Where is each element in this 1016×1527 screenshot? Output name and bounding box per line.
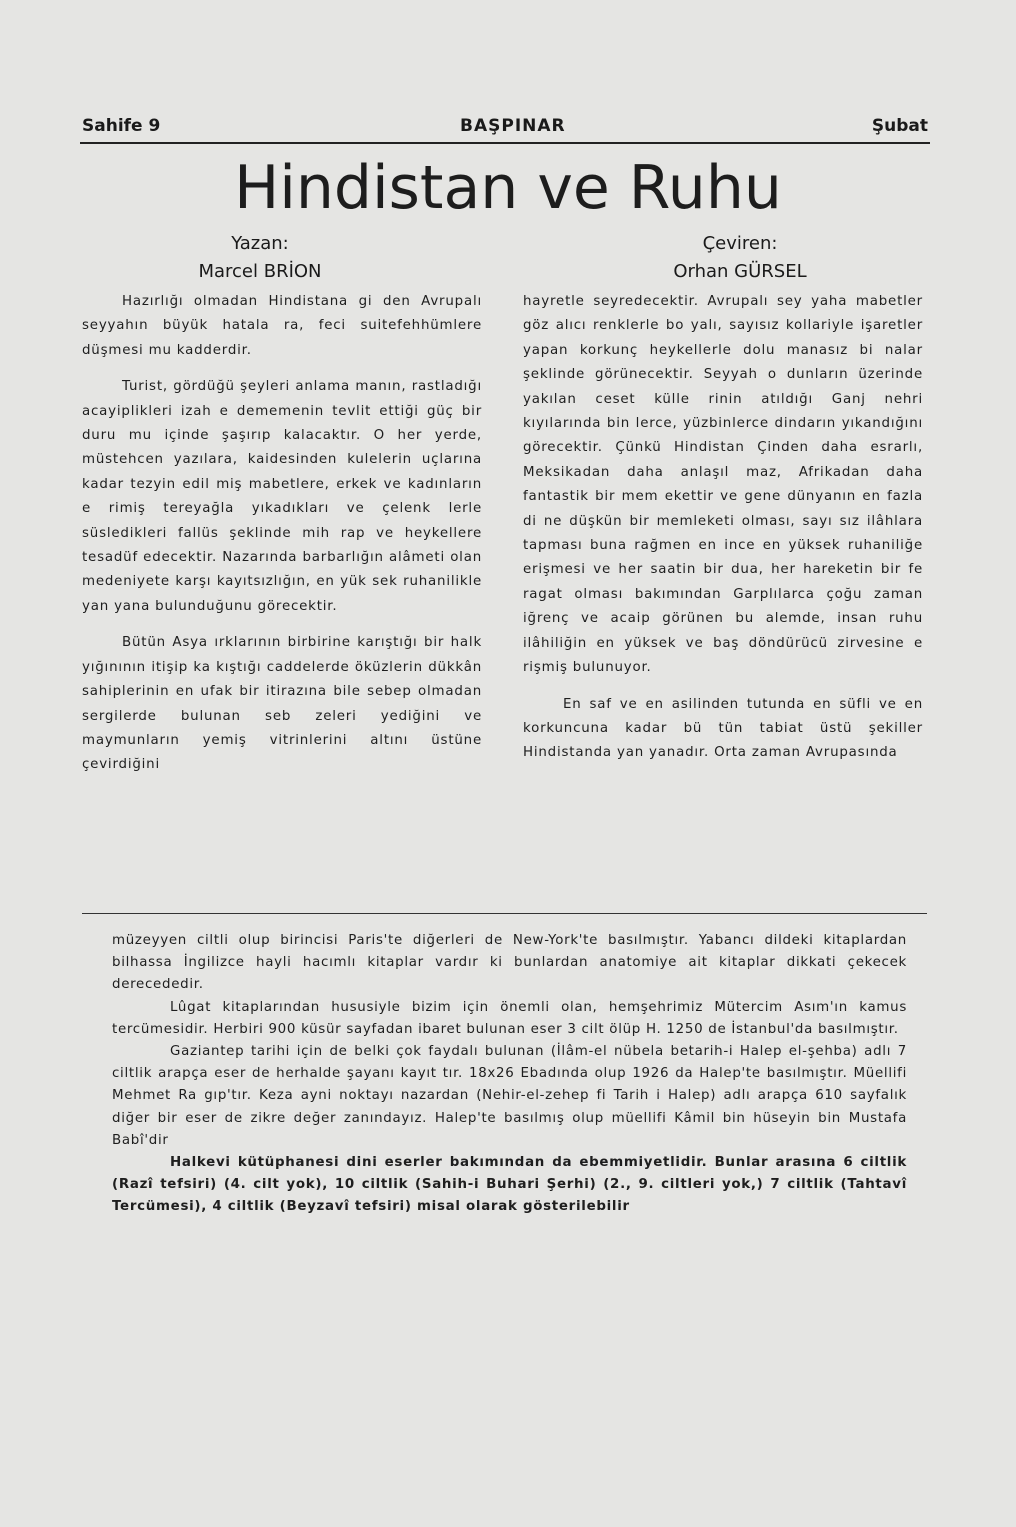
article-title: Hindistan ve Ruhu bbox=[234, 153, 782, 223]
paragraph: Turist, gördüğü şeyleri anlama manın, rastladığı acayiplikleri izah e dememenin tevlit ettiği güç bir duru mu içinde şaşırıp kalacaktır. O her yerde, müstehcen yazılara, kaidesinden kulelerin uçlarına kadar tezyin edil miş mabetlere, erkek ve kadınların e rimiş tereyağla yıkadıkları ve çelenk lerle süsledikleri fallüs şeklinde mih rap ve heykellere tesadüf edecektir. Nazarında barbarlığın alâmeti olan medeniyete karşı kayıtsızlığın, en yük sek ruhanilikle yan yana bulunduğunu görecektir. bbox=[82, 379, 482, 614]
page-number: Sahife 9 bbox=[82, 116, 161, 136]
page-header bbox=[80, 112, 930, 144]
translator-byline bbox=[620, 230, 860, 286]
paragraph: Gaziantep tarihi için de belki çok faydalı bulunan (İlâm-el nübela betarih-i Halep el-şehba) adlı 7 ciltlik arapça eser de herhalde şayanı kayıt tır. 18x26 Ebadında olup 1926 da Halep'te basılmıştır. Müellifi Mehmet Ra gıp'tır. Keza ayni noktayı nazardan (Nehir-el-zehep fi Tarih i Halep) adlı arapça 610 sayfalık diğer bir eser de zikre değer zanındayız. Halep'te basılmış olup müellifi Kâmil bin hüseyin bin Mustafa Babî'dir bbox=[112, 1044, 907, 1148]
continued-article bbox=[112, 930, 907, 1219]
issue-month: Şubat bbox=[871, 116, 928, 136]
author-label: Yazan: bbox=[231, 233, 289, 254]
left-column bbox=[82, 290, 482, 790]
paragraph: hayretle seyredecektir. Avrupalı sey yaha mabetler göz alıcı renklerle bo yalı, sayısız kollariyle işaretler yapan korkunç heykellerle dolu manasız bi nalar şeklinde görünecektir. Seyyah o dunların üzerinde yakılan ceset külle rinin atıldığı Ganj nehri kıyılarında bin lerce, yüzbinlerce dindarın yıkandığını görecektir. Çünkü Hindistan Çinden daha esrarlı, Meksikadan daha anlaşıl maz, Afrikadan daha fantastik bir mem ekettir ve gene dünyanın en fazla di ne düşkün bir memleketi olması, sayı sız ilâhlara tapması buna rağmen en ince en yüksek ruhaniliğe erişmesi ve her saatin bir dua, her hareketin bir fe ragat olması bakımından Garplılarca çoğu zaman iğrenç ve acaip görünen bu alemde, insan ruhu ilâhiliğin en yüksek ve baş döndürücü zirvesine e rişmiş bulunuyor. bbox=[523, 294, 923, 676]
paragraph: En saf ve en asilinden tutunda en süfli ve en korkuncuna kadar bü tün tabiat üstü şekiller Hindistanda yan yanadır. Orta zaman Avrupasında bbox=[523, 696, 923, 761]
translator-label: Çeviren: bbox=[702, 233, 778, 254]
paragraph: Bütün Asya ırklarının birbirine karıştığı bir halk yığınının itişip ka kıştığı caddelerde öküzlerin dükkân sahiplerinin en ufak bir itirazına bile sebep olmadan sergilerde bulunan seb zeleri yediğini ve maymunların yemiş vitrinlerini altını üstüne çevirdiğini bbox=[82, 635, 482, 773]
translator-name: Orhan GÜRSEL bbox=[673, 261, 807, 282]
paragraph: Halkevi kütüphanesi dini eserler bakımından da ebemmiyetlidir. Bunlar arasına 6 ciltlik (Razî tefsiri) (4. cilt yok), 10 ciltlik (Sahih-i Buhari Şerhi) (2., 9. ciltleri yok,) 7 ciltlik (Tahtavî Tercümesi), 4 ciltlik (Beyzavî tefsiri) misal olarak gösterilebilir bbox=[112, 1155, 907, 1215]
publication-name: BAŞPINAR bbox=[460, 116, 566, 136]
right-column bbox=[523, 290, 923, 778]
paragraph: Lûgat kitaplarından hususiyle bizim için önemli olan, hemşehrimiz Mütercim Asım'ın kamus tercümesidir. Herbiri 900 küsür sayfadan ibaret bulunan eser 3 cilt ölüp H. 1250 de İstanbul'da basılmıştır. bbox=[112, 999, 907, 1037]
author-byline bbox=[130, 230, 390, 286]
paragraph: müzeyyen ciltli olup birincisi Paris'te diğerleri de New-York'te basılmıştır. Yabancı dildeki kitaplardan bilhassa İngilizce hayli hacımlı kitaplar vardır ki bunlardan anatomiye ait kitaplar dikkati çekecek derecededir. bbox=[112, 933, 907, 993]
section-divider bbox=[82, 913, 927, 914]
paragraph: Hazırlığı olmadan Hindistana gi den Avrupalı seyyahın büyük hatala ra, feci suitefehhümlere düşmesi mu kadderdir. bbox=[82, 294, 482, 358]
author-name: Marcel BRİON bbox=[198, 261, 322, 282]
